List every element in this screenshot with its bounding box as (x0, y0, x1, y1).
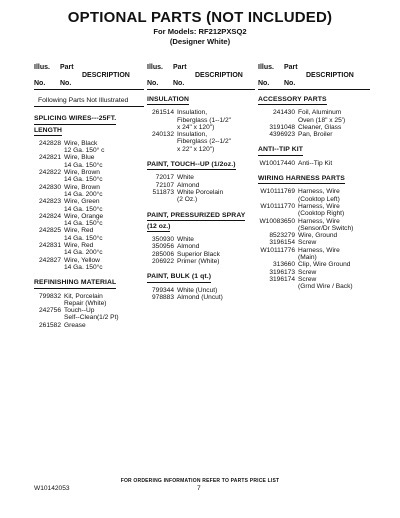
part-description: Insulation, Fiberglass (2--1/2" x 22" x 120") (177, 131, 232, 153)
header-part: Part (173, 64, 187, 71)
part-number: 8523279 (269, 232, 295, 240)
part-number: 72017 (155, 174, 174, 182)
parts-list (258, 109, 370, 138)
part-description: Pan, Broiler (298, 131, 333, 139)
part-number: 261582 (38, 321, 61, 329)
ordering-footer: FOR ORDERING INFORMATION REFER TO PARTS PRICE LIST (120, 478, 280, 484)
part-row (34, 198, 144, 213)
parts-list (147, 174, 255, 203)
part-row (34, 242, 144, 257)
part-row (147, 174, 255, 181)
header-illus-no: No. (147, 80, 159, 87)
part-number: 350956 (151, 243, 174, 251)
part-row (34, 213, 144, 228)
part-description: Screw (298, 268, 317, 276)
part-description: Harness, Wire (Main) (298, 246, 340, 262)
section-title: PAINT, BULK (1 qt.) (147, 273, 211, 282)
parts-list (34, 293, 144, 329)
part-number: 242821 (38, 154, 61, 162)
page-title: OPTIONAL PARTS (NOT INCLUDED) (67, 9, 333, 26)
part-row (34, 140, 144, 155)
part-description: Almond (177, 181, 200, 189)
part-description: Wire, Yellow 14 Ga. 150°c (64, 256, 103, 271)
header-illus: Illus. (147, 64, 163, 71)
section-title: ACCESSORY PARTS (258, 96, 327, 105)
part-number: 242825 (38, 227, 61, 235)
part-number: 72107 (155, 181, 174, 189)
header-description: DESCRIPTION (195, 72, 243, 79)
part-row (147, 189, 255, 204)
part-description: Harness, Wire (Sensor/Dr Switch) (298, 217, 354, 232)
part-description: Wire, Red 14 Ga. 200°c (64, 242, 103, 257)
section-subtitle: LENGTH (34, 127, 62, 136)
part-number: 978883 (151, 293, 174, 301)
parts-list (258, 188, 370, 290)
part-number: 261514 (151, 109, 174, 117)
model-numbers: For Models: RF212PXSQ2 (153, 27, 247, 36)
header-part-no: No. (173, 80, 185, 87)
part-row (147, 243, 255, 250)
part-description: Wire, Ground (298, 232, 338, 240)
part-description: Wire, Brown 14 Ga. 200°c (64, 183, 103, 198)
header-part: Part (60, 64, 74, 71)
part-number: 240132 (151, 131, 174, 139)
part-row (258, 188, 370, 203)
part-number: 3196173 (269, 268, 295, 276)
part-description: Harness, Wire (Cooktop Right) (298, 202, 345, 218)
part-row (258, 276, 370, 291)
part-row (258, 232, 370, 239)
part-row (34, 154, 144, 169)
section-title: REFINISHING MATERIAL (34, 279, 116, 288)
part-description: Clip, Wire Ground (298, 261, 351, 269)
parts-column-3 (258, 64, 370, 291)
part-row (258, 218, 370, 233)
part-number: 206922 (151, 258, 174, 266)
part-description: Screw (Grnd Wire / Back) (298, 275, 353, 291)
part-row (34, 293, 144, 308)
section-title: WIRING HARNESS PARTS (258, 175, 345, 184)
header-illus: Illus. (258, 64, 274, 71)
model-variant: (Designer White) (169, 37, 231, 46)
part-number: 242822 (38, 169, 61, 177)
part-number: 799832 (38, 292, 61, 300)
part-number: W10111769 (260, 188, 295, 196)
section-title: SPLICING WIRES---25FT. (34, 115, 116, 124)
part-description: Wire, Green 14 Ga. 150°c (64, 198, 103, 213)
part-description: Wire, Red 14 Ga. 150°c (64, 227, 103, 242)
section-title: INSULATION (147, 96, 189, 105)
header-illus-no: No. (258, 80, 270, 87)
header-description: DESCRIPTION (82, 72, 130, 79)
part-number: 242831 (38, 242, 61, 250)
section-title: PAINT, PRESSURIZED SPRAY (147, 212, 245, 221)
part-description: White Porcelain (2 Oz.) (177, 188, 224, 204)
parts-list (147, 287, 255, 302)
parts-list (34, 140, 144, 271)
part-row (258, 109, 370, 124)
header-illus-no: No. (34, 80, 46, 87)
part-row (147, 258, 255, 265)
section-subtitle: (12 oz.) (147, 223, 170, 232)
part-row (258, 269, 370, 276)
part-description: Screw (298, 239, 317, 247)
part-row (147, 236, 255, 243)
part-number: 242828 (38, 139, 61, 147)
part-row (258, 247, 370, 262)
part-description: Anti--Tip Kit (298, 159, 333, 167)
part-description: Grease (64, 321, 86, 329)
part-row (147, 109, 255, 131)
part-number: 350930 (151, 236, 174, 244)
part-description: White (177, 236, 194, 244)
part-number: 285006 (151, 250, 174, 258)
part-number: W10111770 (260, 202, 295, 210)
part-description: Almond (Uncut) (177, 293, 223, 301)
part-row (258, 160, 370, 167)
column-header (147, 64, 255, 90)
part-number: 3191048 (269, 123, 295, 131)
part-number: 242756 (38, 307, 61, 315)
part-description: White (177, 174, 194, 182)
part-number: 511873 (152, 188, 174, 196)
part-description: Cleaner, Glass (298, 123, 342, 131)
part-number: 799344 (151, 286, 174, 294)
part-row (258, 131, 370, 138)
part-row (34, 307, 144, 322)
header-illus: Illus. (34, 64, 50, 71)
part-number: 3196154 (269, 239, 295, 247)
part-description: Insulation, Fiberglass (1--1/2" x 24" x 120") (177, 109, 232, 131)
part-description: Wire, Brown 14 Ga. 150°c (64, 169, 103, 184)
part-row (147, 287, 255, 294)
part-number: 4396923 (269, 131, 295, 139)
part-description: White (Uncut) (177, 286, 218, 294)
part-description: Wire, Orange 14 Ga. 150°c (64, 212, 104, 228)
part-row (258, 124, 370, 131)
section-title: PAINT, TOUCH--UP (1/2oz.) (147, 161, 236, 170)
part-description: Almond (177, 243, 200, 251)
column-header (34, 64, 144, 90)
header-description: DESCRIPTION (306, 72, 354, 79)
part-number: W10111776 (260, 246, 295, 254)
part-row (147, 251, 255, 258)
part-number: W10017440 (259, 159, 295, 167)
page-number: 7 (197, 485, 201, 492)
part-row (34, 169, 144, 184)
header-part-no: No. (284, 80, 296, 87)
part-number: 242823 (38, 198, 61, 206)
part-number: 242824 (38, 212, 61, 220)
part-description: Harness, Wire (Cooktop Left) (298, 188, 340, 203)
parts-column-2 (147, 64, 255, 301)
part-description: Superior Black (177, 250, 220, 258)
part-number: W10083650 (259, 217, 295, 225)
part-number: 242830 (38, 183, 61, 191)
part-number: 313660 (272, 261, 295, 269)
part-number: 3196174 (269, 275, 295, 283)
part-description: Touch--Up Self--Clean(1/2 Pt) (64, 307, 119, 322)
part-row (34, 227, 144, 242)
part-row (34, 184, 144, 199)
part-number: 242827 (38, 256, 61, 264)
parts-column-1 (34, 64, 144, 329)
column-header (258, 64, 370, 90)
part-description: Wire, Blue 14 Ga. 150°c (64, 154, 103, 169)
part-row (147, 131, 255, 153)
part-row (147, 182, 255, 189)
section-title: ANTI--TIP KIT (258, 146, 303, 155)
document-number: W10142053 (34, 485, 70, 492)
parts-list (258, 160, 370, 167)
part-row (34, 257, 144, 272)
part-description: Wire, Black 12 Ga. 150° c (64, 139, 105, 155)
part-description: Primer (White) (177, 258, 220, 266)
not-illustrated-note: Following Parts Not Illustrated (34, 95, 144, 107)
part-row (258, 239, 370, 246)
part-row (34, 322, 144, 329)
header-part-no: No. (60, 80, 72, 87)
part-description: Foil, Aluminum Oven (18" x 25') (298, 109, 346, 124)
part-row (147, 294, 255, 301)
parts-list (147, 236, 255, 265)
parts-list (147, 109, 255, 153)
part-row (258, 203, 370, 218)
part-number: 241430 (272, 109, 295, 117)
part-description: Kit, Porcelain Repair (White) (64, 292, 107, 307)
part-row (258, 261, 370, 268)
header-part: Part (284, 64, 298, 71)
